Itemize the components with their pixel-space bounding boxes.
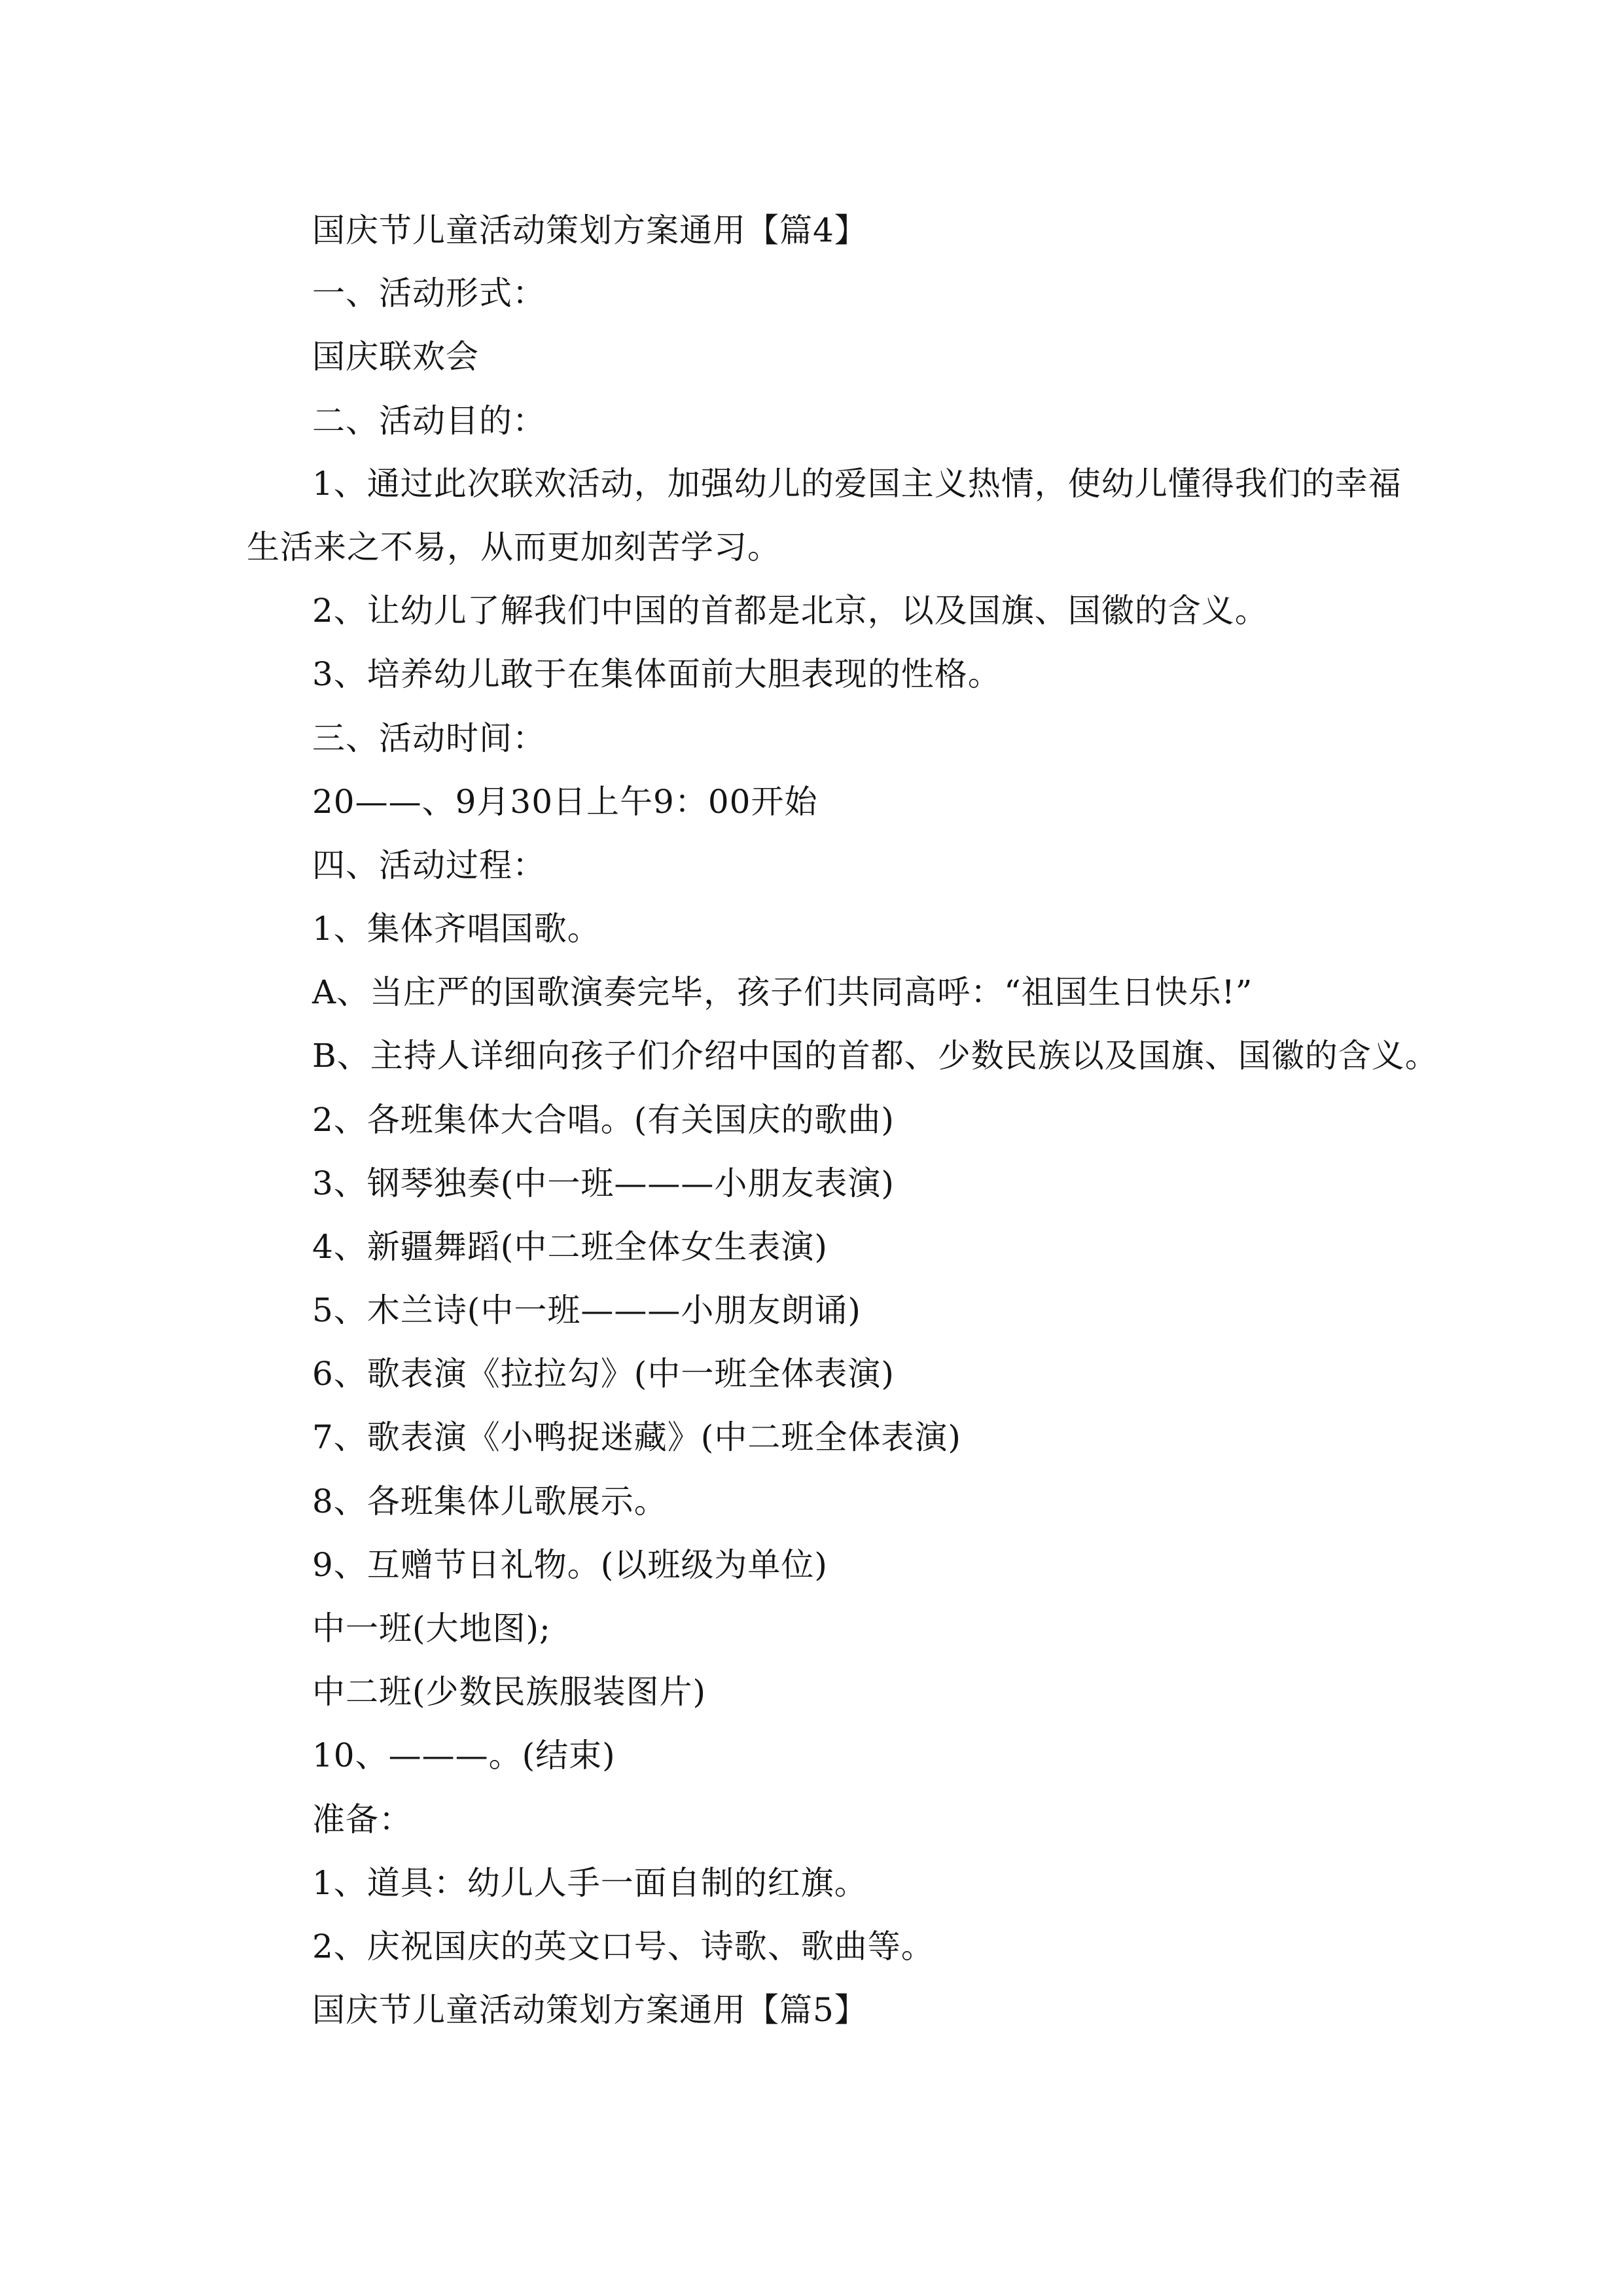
list-item: 2、各班集体大合唱。(有关国庆的歌曲) — [312, 1101, 895, 1139]
section-title-5: 国庆节儿童活动策划方案通用【篇5】 — [312, 1991, 868, 2029]
list-item: B、主持人详细向孩子们介绍中国的首都、少数民族以及国旗、国徽的含义。 — [312, 1037, 1438, 1075]
heading-preparation: 准备： — [312, 1801, 412, 1839]
list-item: 8、各班集体儿歌展示。 — [312, 1482, 668, 1520]
list-item: 中二班(少数民族服装图片) — [312, 1673, 707, 1711]
list-item: 4、新疆舞蹈(中二班全体女生表演) — [312, 1228, 828, 1266]
paragraph-line: 1、通过此次联欢活动，加强幼儿的爱国主义热情，使幼儿懂得我们的幸福 — [312, 465, 1402, 503]
paragraph-line: 20——、9月30日上午9：00开始 — [312, 783, 818, 821]
paragraph-line: 国庆联欢会 — [312, 338, 479, 376]
paragraph-line-continued: 生活来之不易，从而更加刻苦学习。 — [247, 528, 781, 566]
list-item: 1、道具：幼儿人手一面自制的红旗。 — [312, 1864, 868, 1902]
list-item: 7、歌表演《小鸭捉迷藏》(中二班全体表演) — [312, 1418, 961, 1456]
heading-activity-process: 四、活动过程： — [312, 846, 546, 884]
list-item: 3、钢琴独奏(中一班———小朋友表演) — [312, 1164, 895, 1202]
section-title-4: 国庆节儿童活动策划方案通用【篇4】 — [312, 211, 868, 249]
heading-activity-purpose: 二、活动目的： — [312, 402, 546, 440]
list-item: A、当庄严的国歌演奏完毕，孩子们共同高呼：“祖国生日快乐!” — [312, 973, 1253, 1011]
list-item: 中一班(大地图); — [312, 1609, 551, 1647]
heading-activity-form: 一、活动形式： — [312, 274, 546, 312]
list-item: 1、集体齐唱国歌。 — [312, 910, 601, 948]
list-item: 2、庆祝国庆的英文口号、诗歌、歌曲等。 — [312, 1928, 935, 1965]
list-item: 9、互赠节日礼物。(以班级为单位) — [312, 1546, 828, 1584]
list-item: 10、———。(结束) — [312, 1736, 616, 1774]
list-item: 6、歌表演《拉拉勾》(中一班全体表演) — [312, 1355, 895, 1393]
paragraph-line: 3、培养幼儿敢于在集体面前大胆表现的性格。 — [312, 655, 1001, 693]
heading-activity-time: 三、活动时间： — [312, 719, 546, 757]
paragraph-line: 2、让幼儿了解我们中国的首都是北京，以及国旗、国徽的含义。 — [312, 592, 1268, 630]
list-item: 5、木兰诗(中一班———小朋友朗诵) — [312, 1291, 861, 1329]
